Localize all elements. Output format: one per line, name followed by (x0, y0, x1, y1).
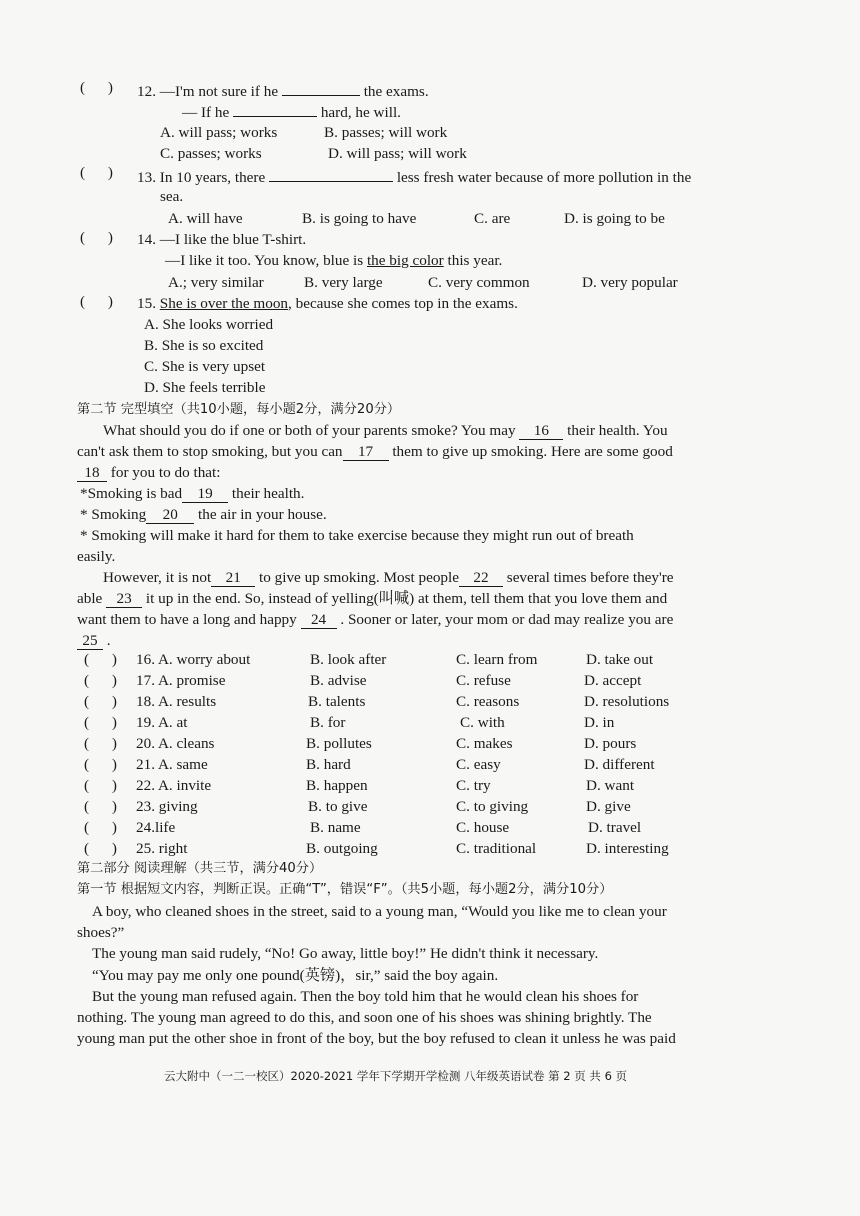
option-c: C. easy (456, 756, 501, 773)
answer-paren[interactable]: ( ) (84, 693, 117, 710)
option-a: 20. A. cleans (136, 735, 215, 752)
option-c: C. house (456, 819, 510, 836)
blank-20: 20 (146, 506, 194, 524)
question-15: 15. She is over the moon, because she comes top in the exams. (137, 295, 518, 312)
answer-paren[interactable]: ( ) (84, 777, 117, 794)
option-b: B. hard (306, 756, 351, 773)
option-b: B. advise (310, 672, 367, 689)
answer-blank (233, 101, 317, 117)
answer-paren[interactable]: ( ) (84, 840, 117, 857)
option-b: B. for (310, 714, 346, 731)
reading-line: “You may pay me only one pound(英镑)，sir,” said the boy again. (92, 967, 499, 984)
option-b: B. is going to have (302, 210, 417, 227)
answer-paren[interactable]: ( ) (84, 735, 117, 752)
blank-17: 17 (343, 443, 389, 461)
passage-line: * Smoking 20 the air in your house. (80, 506, 327, 523)
answer-paren[interactable]: ( ) (84, 651, 117, 668)
option-a: A. will have (168, 210, 243, 227)
answer-paren[interactable]: ( ) (84, 798, 117, 815)
option-c: C. passes; works (160, 145, 262, 162)
option-d: D. pours (584, 735, 637, 752)
answer-blank (269, 166, 393, 182)
option-d: D. travel (588, 819, 642, 836)
passage-line: easily. (77, 548, 116, 565)
answer-paren[interactable]: ( ) (80, 229, 113, 246)
passage-line: *Smoking is bad 19 their health. (80, 485, 305, 502)
option-c: C. are (474, 210, 511, 227)
reading-line: The young man said rudely, “No! Go away, little boy!” He didn't think it necessary. (92, 945, 599, 962)
option-d: D. very popular (582, 274, 678, 291)
option-c: C. try (456, 777, 491, 794)
answer-paren[interactable]: ( ) (80, 293, 113, 310)
option-d: D. is going to be (564, 210, 665, 227)
option-d: D. want (586, 777, 635, 794)
option-c: C. very common (428, 274, 530, 291)
part-title: 第二部分 阅读理解（共三节，满分40分） (77, 861, 323, 876)
blank-19: 19 (182, 485, 228, 503)
blank-22: 22 (459, 569, 503, 587)
option-d: D. She feels terrible (144, 379, 266, 396)
option-a: 23. giving (136, 798, 198, 815)
option-a: 19. A. at (136, 714, 188, 731)
option-a: A.; very similar (168, 274, 264, 291)
blank-23: 23 (106, 590, 142, 608)
question-14-line2: —I like it too. You know, blue is the big color this year. (165, 252, 503, 269)
option-a: 17. A. promise (136, 672, 226, 689)
option-b: B. She is so excited (144, 337, 264, 354)
answer-blank (282, 80, 360, 96)
answer-paren[interactable]: ( ) (84, 819, 117, 836)
option-a: 18. A. results (136, 693, 217, 710)
option-d: D. in (584, 714, 615, 731)
option-c: C. traditional (456, 840, 537, 857)
reading-line: A boy, who cleaned shoes in the street, said to a young man, “Would you like me to clean your (92, 903, 667, 920)
section-title: 第二节 完型填空（共10小题，每小题2分，满分20分） (77, 402, 401, 417)
reading-line: shoes?” (77, 924, 125, 941)
option-c: C. She is very upset (144, 358, 266, 375)
option-b: B. pollutes (306, 735, 372, 752)
option-a: 21. A. same (136, 756, 208, 773)
option-c: C. reasons (456, 693, 520, 710)
answer-paren[interactable]: ( ) (84, 672, 117, 689)
answer-paren[interactable]: ( ) (84, 714, 117, 731)
option-b: B. talents (308, 693, 366, 710)
blank-21: 21 (211, 569, 255, 587)
question-13-line2: sea. (160, 188, 184, 205)
option-c: C. to giving (456, 798, 529, 815)
option-a: 22. A. invite (136, 777, 212, 794)
page-footer: 云大附中（一二一校区）2020-2021 学年下学期开学检测 八年级英语试卷 第 2 页 共 6 页 (164, 1069, 628, 1083)
option-d: D. different (584, 756, 655, 773)
option-a: A. will pass; works (160, 124, 278, 141)
option-d: D. will pass; will work (328, 145, 467, 162)
blank-25: 25 (77, 632, 103, 650)
option-a: A. She looks worried (144, 316, 274, 333)
option-d: D. accept (584, 672, 642, 689)
option-c: C. makes (456, 735, 513, 752)
option-a: 24.life (136, 819, 176, 836)
option-b: B. look after (310, 651, 387, 668)
question-14: 14. —I like the blue T-shirt. (137, 231, 307, 248)
option-b: B. passes; will work (324, 124, 448, 141)
question-12: 12. —I'm not sure if he the exams. (137, 80, 429, 102)
blank-16: 16 (519, 422, 563, 440)
option-b: B. very large (304, 274, 383, 291)
option-b: B. happen (306, 777, 368, 794)
reading-line: nothing. The young man agreed to do this, and soon one of his shoes was shining brightly. The (77, 1009, 652, 1026)
passage-line: * Smoking will make it hard for them to take exercise because they might run out of breath (80, 527, 634, 544)
passage-line: can't ask them to stop smoking, but you can 17 them to give up smoking. Here are some good (77, 443, 673, 460)
question-12-line2: — If he hard, he will. (182, 101, 401, 123)
option-a: 16. A. worry about (136, 651, 251, 668)
option-b: B. outgoing (306, 840, 378, 857)
passage-line: 25 . (77, 631, 111, 651)
option-d: D. give (586, 798, 631, 815)
blank-18: 18 (77, 464, 107, 482)
option-b: B. name (310, 819, 361, 836)
reading-line: But the young man refused again. Then the boy told him that he would clean his shoes for (92, 988, 639, 1005)
passage-line: want them to have a long and happy 24 . Sooner or later, your mom or dad may realize you are (77, 611, 674, 628)
reading-line: young man put the other shoe in front of the boy, but the boy refused to clean it unless he was paid (77, 1030, 676, 1047)
passage-line: However, it is not 21 to give up smoking. Most people 22 several times before they're (103, 569, 674, 586)
question-13: 13. In 10 years, there less fresh water because of more pollution in the (137, 166, 691, 188)
passage-line: able 23 it up in the end. So, instead of yelling(叫喊) at them, tell them that you love them and (77, 590, 668, 607)
section-title: 第一节 根据短文内容，判断正误。正确“T”，错误“F”。（共5小题，每小题2分，满分10分） (77, 882, 613, 897)
option-c: C. learn from (456, 651, 538, 668)
option-d: D. resolutions (584, 693, 670, 710)
answer-paren[interactable]: ( ) (80, 79, 113, 96)
answer-paren[interactable]: ( ) (80, 164, 113, 181)
passage-line: 18 for you to do that: (77, 463, 220, 483)
option-c: C. refuse (456, 672, 511, 689)
passage-line: What should you do if one or both of your parents smoke? You may 16 their health. You (103, 422, 668, 439)
option-b: B. to give (308, 798, 368, 815)
option-d: D. interesting (586, 840, 669, 857)
blank-24: 24 (301, 611, 337, 629)
answer-paren[interactable]: ( ) (84, 756, 117, 773)
option-c: C. with (460, 714, 505, 731)
option-d: D. take out (586, 651, 654, 668)
option-a: 25. right (136, 840, 188, 857)
